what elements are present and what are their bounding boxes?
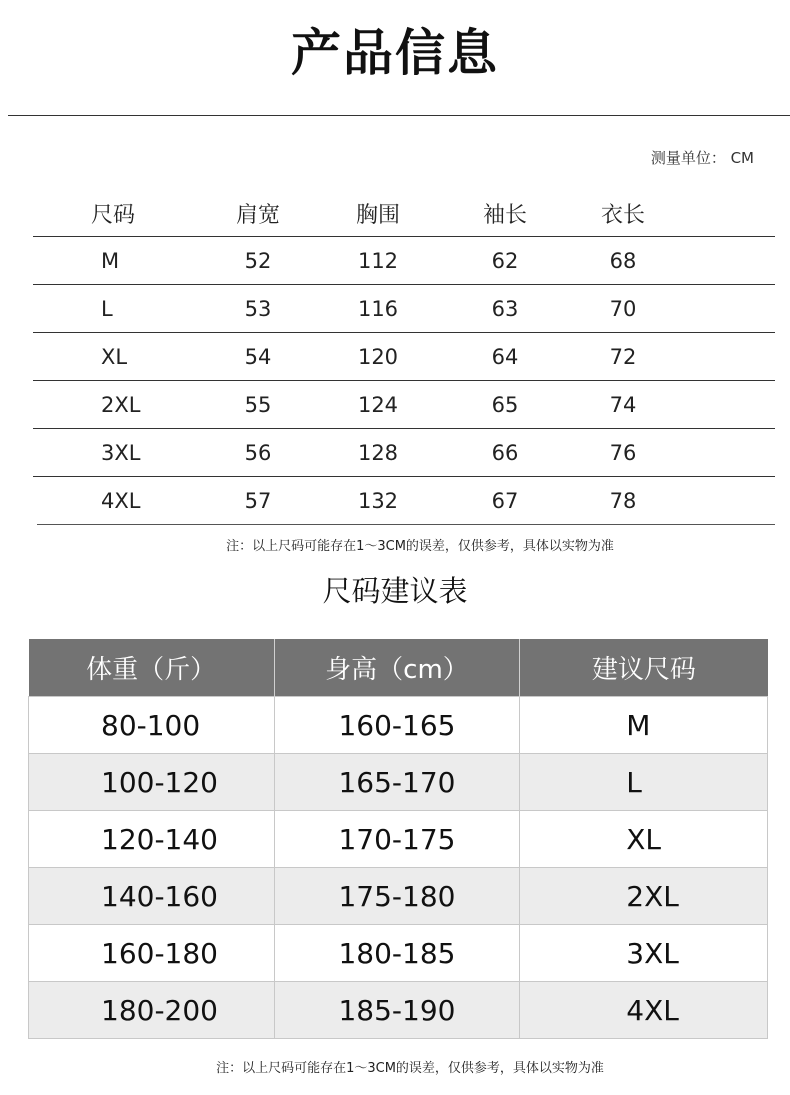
cell-length: 76 (609, 440, 637, 465)
header-length: 衣长 (600, 202, 645, 228)
cell-sleeve: 64 (491, 344, 519, 369)
cell-chest: 116 (357, 296, 399, 321)
header-chest: 胸围 (355, 202, 400, 228)
cell-weight: 80-100 (29, 697, 275, 754)
table-row (33, 333, 775, 381)
header-shoulder: 肩宽 (235, 202, 280, 228)
cell-shoulder: 54 (244, 344, 272, 369)
cell-chest: 132 (357, 488, 399, 513)
size-recommendation-table (28, 639, 768, 1039)
table-row (29, 811, 768, 868)
cell-size: 2XL (101, 392, 141, 417)
table-row (29, 697, 768, 754)
cell-recommended-size: 2XL (520, 868, 768, 925)
size-recommendation-title: 尺码建议表 (322, 574, 468, 608)
cell-sleeve: 65 (491, 392, 519, 417)
cell-length: 72 (609, 344, 637, 369)
cell-sleeve: 66 (491, 440, 519, 465)
cell-length: 70 (609, 296, 637, 321)
cell-size: 4XL (101, 488, 141, 513)
cell-recommended-size: L (520, 754, 768, 811)
cell-recommended-size: 3XL (520, 925, 768, 982)
cell-weight: 160-180 (29, 925, 275, 982)
cell-sleeve: 63 (491, 296, 519, 321)
cell-height: 180-185 (274, 925, 520, 982)
table-row (33, 429, 775, 477)
cell-weight: 180-200 (29, 982, 275, 1039)
cell-chest: 124 (357, 392, 399, 417)
measurement-disclaimer: 注：以上尺码可能存在1～3CM的误差，仅供参考，具体以实物为准 (226, 539, 614, 554)
table-row (37, 477, 775, 525)
size-measurement-table (33, 190, 775, 525)
cell-size: M (101, 248, 120, 273)
cell-height: 170-175 (274, 811, 520, 868)
cell-length: 74 (609, 392, 637, 417)
size-table-header (33, 190, 775, 237)
title-divider (8, 115, 790, 116)
cell-shoulder: 57 (244, 488, 272, 513)
table-row (29, 982, 768, 1039)
table-row (33, 381, 775, 429)
cell-sleeve: 62 (491, 248, 519, 273)
cell-chest: 112 (357, 248, 399, 273)
cell-chest: 120 (357, 344, 399, 369)
cell-weight: 140-160 (29, 868, 275, 925)
cell-weight: 120-140 (29, 811, 275, 868)
cell-recommended-size: M (520, 697, 768, 754)
cell-length: 78 (609, 488, 637, 513)
table-row (29, 868, 768, 925)
cell-height: 160-165 (274, 697, 520, 754)
recommendation-header-row (29, 639, 768, 697)
cell-length: 68 (609, 248, 637, 273)
header-recommended-size: 建议尺码 (520, 639, 768, 697)
cell-size: L (101, 296, 113, 321)
table-row (29, 754, 768, 811)
measurement-unit-note: 测量单位： CM (650, 149, 754, 167)
cell-height: 175-180 (274, 868, 520, 925)
table-row (33, 285, 775, 333)
table-row (29, 925, 768, 982)
cell-height: 165-170 (274, 754, 520, 811)
page-title: 产品信息 (291, 24, 499, 82)
recommendation-disclaimer: 注：以上尺码可能存在1～3CM的误差，仅供参考，具体以实物为准 (216, 1061, 604, 1076)
header-sleeve: 袖长 (482, 202, 527, 228)
table-row (33, 237, 775, 285)
header-height: 身高（cm） (274, 639, 520, 697)
header-weight: 体重（斤） (29, 639, 275, 697)
cell-recommended-size: 4XL (520, 982, 768, 1039)
header-size: 尺码 (91, 202, 136, 228)
cell-size: 3XL (101, 440, 141, 465)
cell-chest: 128 (357, 440, 399, 465)
cell-weight: 100-120 (29, 754, 275, 811)
cell-shoulder: 52 (244, 248, 272, 273)
cell-recommended-size: XL (520, 811, 768, 868)
cell-shoulder: 55 (244, 392, 272, 417)
cell-size: XL (101, 344, 128, 369)
cell-sleeve: 67 (491, 488, 519, 513)
cell-shoulder: 53 (244, 296, 272, 321)
cell-height: 185-190 (274, 982, 520, 1039)
cell-shoulder: 56 (244, 440, 272, 465)
